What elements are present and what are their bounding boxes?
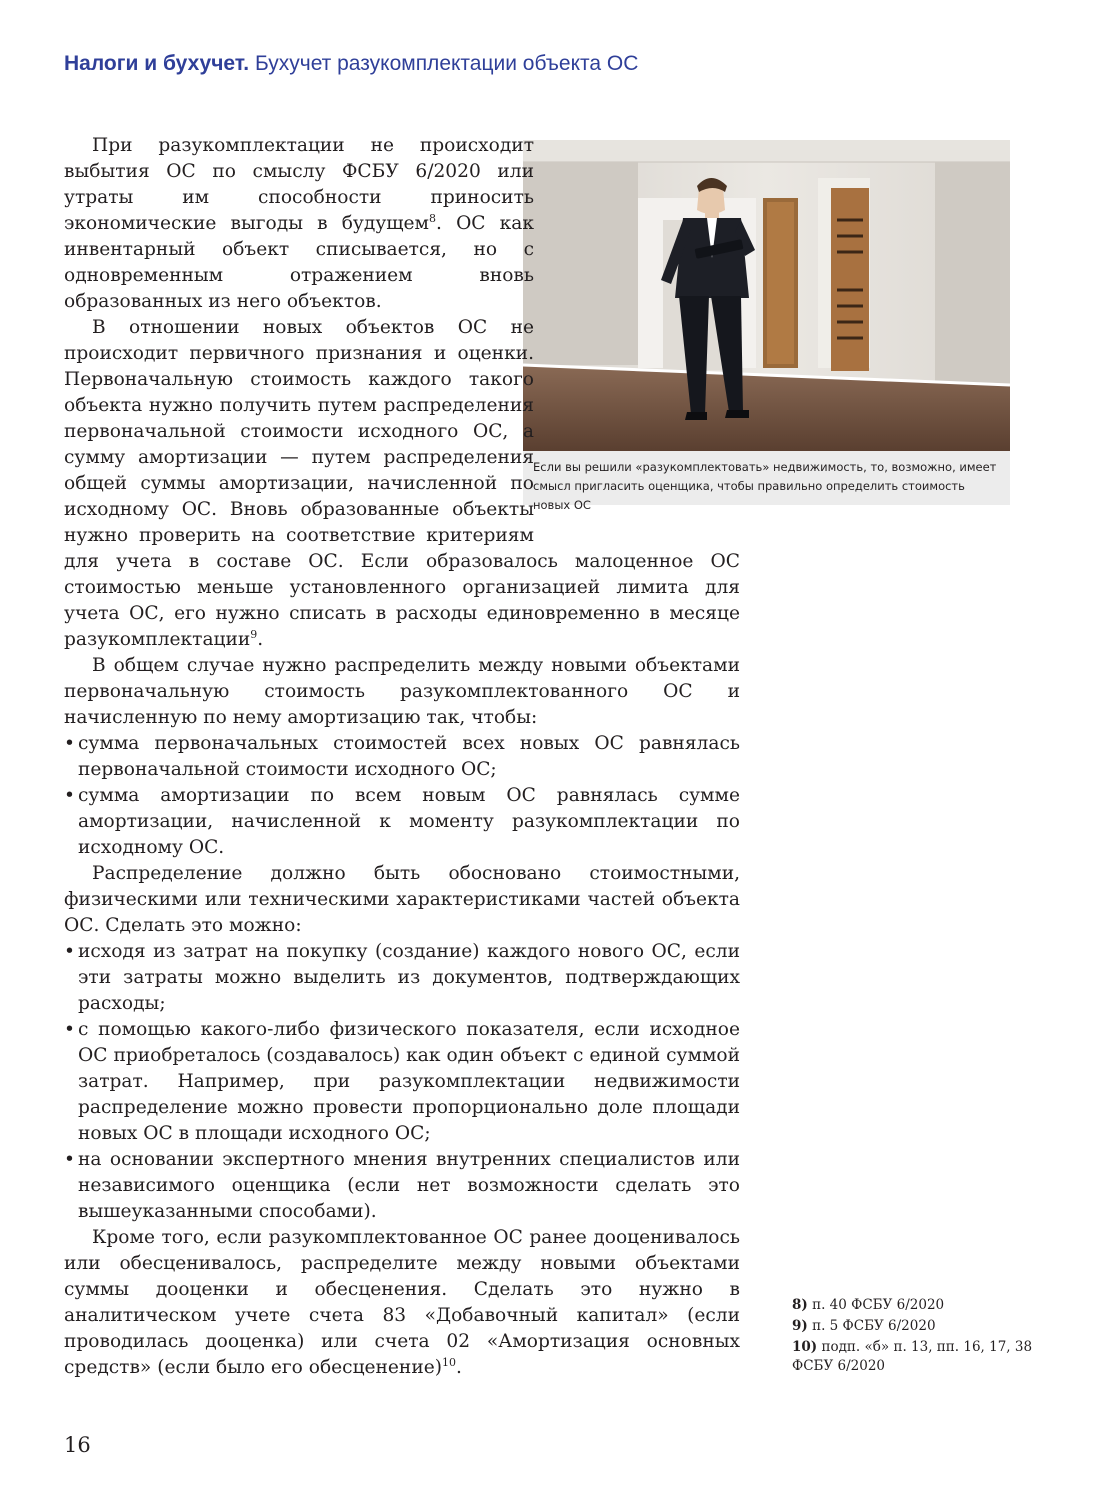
- list-item: • сумма амортизации по всем новым ОС равнялась сумме амортизации, начисленной к моменту разукомплектации по исходному ОС.: [64, 783, 740, 861]
- article-body: [64, 133, 740, 1381]
- figure-text-wrap-spacer: [534, 133, 740, 533]
- header-title: Бухучет разукомплектации объекта ОС: [254, 52, 639, 75]
- list-item: • с помощью какого-либо физического показателя, если исходное ОС приобреталось (создавалось) как один объект с единой суммой затрат. Например, при разукомплектации недвижимости распределение можно провести пропорционально доле площади новых ОС в площади исходного ОС;: [64, 1017, 740, 1147]
- bullet-list-2: [64, 939, 740, 1225]
- paragraph-2: В отношении новых объектов ОС не происходит первичного признания и оценки. Первоначальную стоимость каждого такого объекта нужно получить путем распределения первоначальной стоимости исходного ОС, а сумму амортизации — путем распределения общей суммы амортизации, начисленной по исходному ОС. Вновь образованные объекты нужно проверить на соответствие критериям для учета в составе ОС. Если образовалось малоценное ОС стоимостью меньше установленного организацией лимита для учета ОС, его нужно списать в расходы единовременно в месяце разукомплектации$^9$.: [64, 317, 740, 650]
- running-header: [64, 52, 638, 76]
- footnote-8: 8) п. 40 ФСБУ 6/2020: [792, 1297, 945, 1313]
- paragraph-3: В общем случае нужно распределить между новыми объектами первоначальную стоимость разукомплектованного ОС и начисленную по нему амортизацию так, чтобы:: [64, 655, 740, 728]
- bullet-list-1: [64, 731, 740, 861]
- list-item: • сумма первоначальных стоимостей всех новых ОС равнялась первоначальной стоимости исходного ОС;: [64, 731, 740, 783]
- footnote-ref-9: 9: [250, 627, 258, 641]
- footnote-ref-8: 8: [429, 211, 437, 225]
- footnote-10: 10) подп. «б» п. 13, пп. 16, 17, 38 ФСБУ 6/2020: [792, 1339, 1033, 1374]
- list-item: • на основании экспертного мнения внутренних специалистов или независимого оценщика (если нет возможности сделать это вышеуказанными способами).: [64, 1147, 740, 1225]
- page-number: 16: [64, 1433, 91, 1457]
- figure-caption: Если вы решили «разукомплектовать» недвижимость, то, возможно, имеет смысл пригласить оценщика, чтобы правильно определить стоимость новых ОС: [533, 460, 997, 512]
- footnote-ref-10: 10: [441, 1355, 456, 1369]
- footnote-9: 9) п. 5 ФСБУ 6/2020: [792, 1318, 936, 1334]
- paragraph-1: При разукомплектации не происходит выбытия ОС по смыслу ФСБУ 6/2020 или утраты им способности приносить экономические выгоды в будущем$^8$. ОС как инвентарный объект списывается, но с одновременным отражением вновь образованных из него объектов.: [64, 135, 535, 312]
- footnotes: [792, 1296, 1052, 1378]
- paragraph-4: Распределение должно быть обосновано стоимостными, физическими или техническими характеристиками частей объекта ОС. Сделать это можно:: [64, 863, 740, 936]
- header-section: Налоги и бухучет.: [64, 52, 250, 75]
- list-item: • исходя из затрат на покупку (создание) каждого нового ОС, если эти затраты можно выделить из документов, подтверждающих расходы;: [64, 939, 740, 1017]
- paragraph-5: Кроме того, если разукомплектованное ОС ранее дооценивалось или обесценивалось, распределите между новыми объектами суммы дооценки и обесценения. Сделать это нужно в аналитическом учете счета 83 «Добавочный капитал» (если проводилась дооценка) или счета 02 «Амортизация основных средств» (если было его обесценение)$^{10}$.: [64, 1227, 740, 1378]
